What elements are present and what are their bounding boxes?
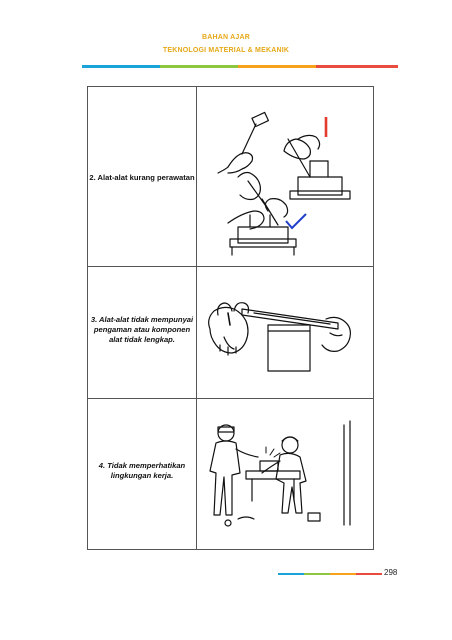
work-environment-illustration [198, 415, 370, 533]
table-row [88, 399, 373, 549]
page-number: 298 [384, 568, 398, 577]
table-row [88, 87, 373, 267]
safety-table [87, 86, 374, 550]
tool-without-guard-illustration [198, 285, 370, 381]
row-caption: 4. Tidak memperhatikan lingkungan kerja. [98, 461, 186, 480]
row-caption: 3. Alat-alat tidak mempunyai pengaman atau komponen alat tidak lengkap. [90, 315, 194, 344]
table-row [88, 267, 373, 399]
document-title: BAHAN AJAR [201, 34, 251, 41]
row-caption: 2. Alat-alat kurang perawatan [89, 173, 195, 182]
tools-maintenance-illustration [198, 99, 370, 259]
document-subtitle: TEKNOLOGI MATERIAL & MEKANIK [162, 47, 290, 54]
